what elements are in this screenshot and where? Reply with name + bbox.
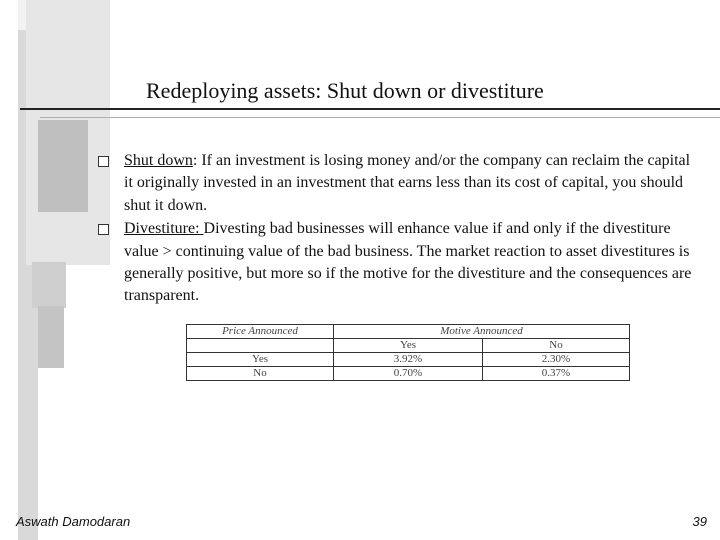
page-number: 39	[692, 514, 707, 529]
table-cell: 3.92%	[334, 353, 483, 367]
title-divider-shadow	[40, 117, 720, 118]
bullet-text: : If an investment is losing money and/or the company can reclaim the capital it originally invested in an investment that earns less than its cost of capital, you should shut it down.	[124, 152, 691, 214]
table-header-row	[187, 325, 630, 339]
bullet-term: Divestiture:	[124, 220, 204, 238]
decorative-bar	[38, 120, 88, 212]
bullet-item-divestiture	[98, 218, 698, 308]
square-bullet-icon	[98, 224, 109, 235]
row-label: No	[187, 367, 334, 381]
row-header-title: Price Announced	[187, 325, 334, 339]
decorative-bar	[18, 0, 26, 30]
table-subheader-row	[187, 339, 630, 353]
table-cell: 2.30%	[483, 353, 630, 367]
col-label: Yes	[334, 339, 483, 353]
announcement-returns-table	[186, 324, 630, 381]
bullet-item-shut-down	[98, 150, 698, 217]
table-row	[187, 367, 630, 381]
slide-title: Redeploying assets: Shut down or divestiture	[146, 78, 544, 103]
bullet-text: Divesting bad businesses will enhance value if and only if the divestiture value > continuing value of the bad business. The market reaction to asset divestitures is generally positive, but more so if the motive for the divestiture and the consequences are transparent.	[124, 220, 692, 305]
table-cell-empty	[187, 339, 334, 353]
col-label: No	[483, 339, 630, 353]
square-bullet-icon	[98, 156, 109, 167]
decorative-bar	[32, 262, 66, 308]
title-divider	[20, 108, 720, 110]
row-label: Yes	[187, 353, 334, 367]
bullet-list	[98, 150, 698, 309]
decorative-bar	[38, 306, 64, 368]
table-cell: 0.37%	[483, 367, 630, 381]
col-header-title: Motive Announced	[334, 325, 630, 339]
table-cell: 0.70%	[334, 367, 483, 381]
bullet-term: Shut down	[124, 152, 193, 169]
footer-author: Aswath Damodaran	[16, 514, 131, 529]
table-row	[187, 353, 630, 367]
